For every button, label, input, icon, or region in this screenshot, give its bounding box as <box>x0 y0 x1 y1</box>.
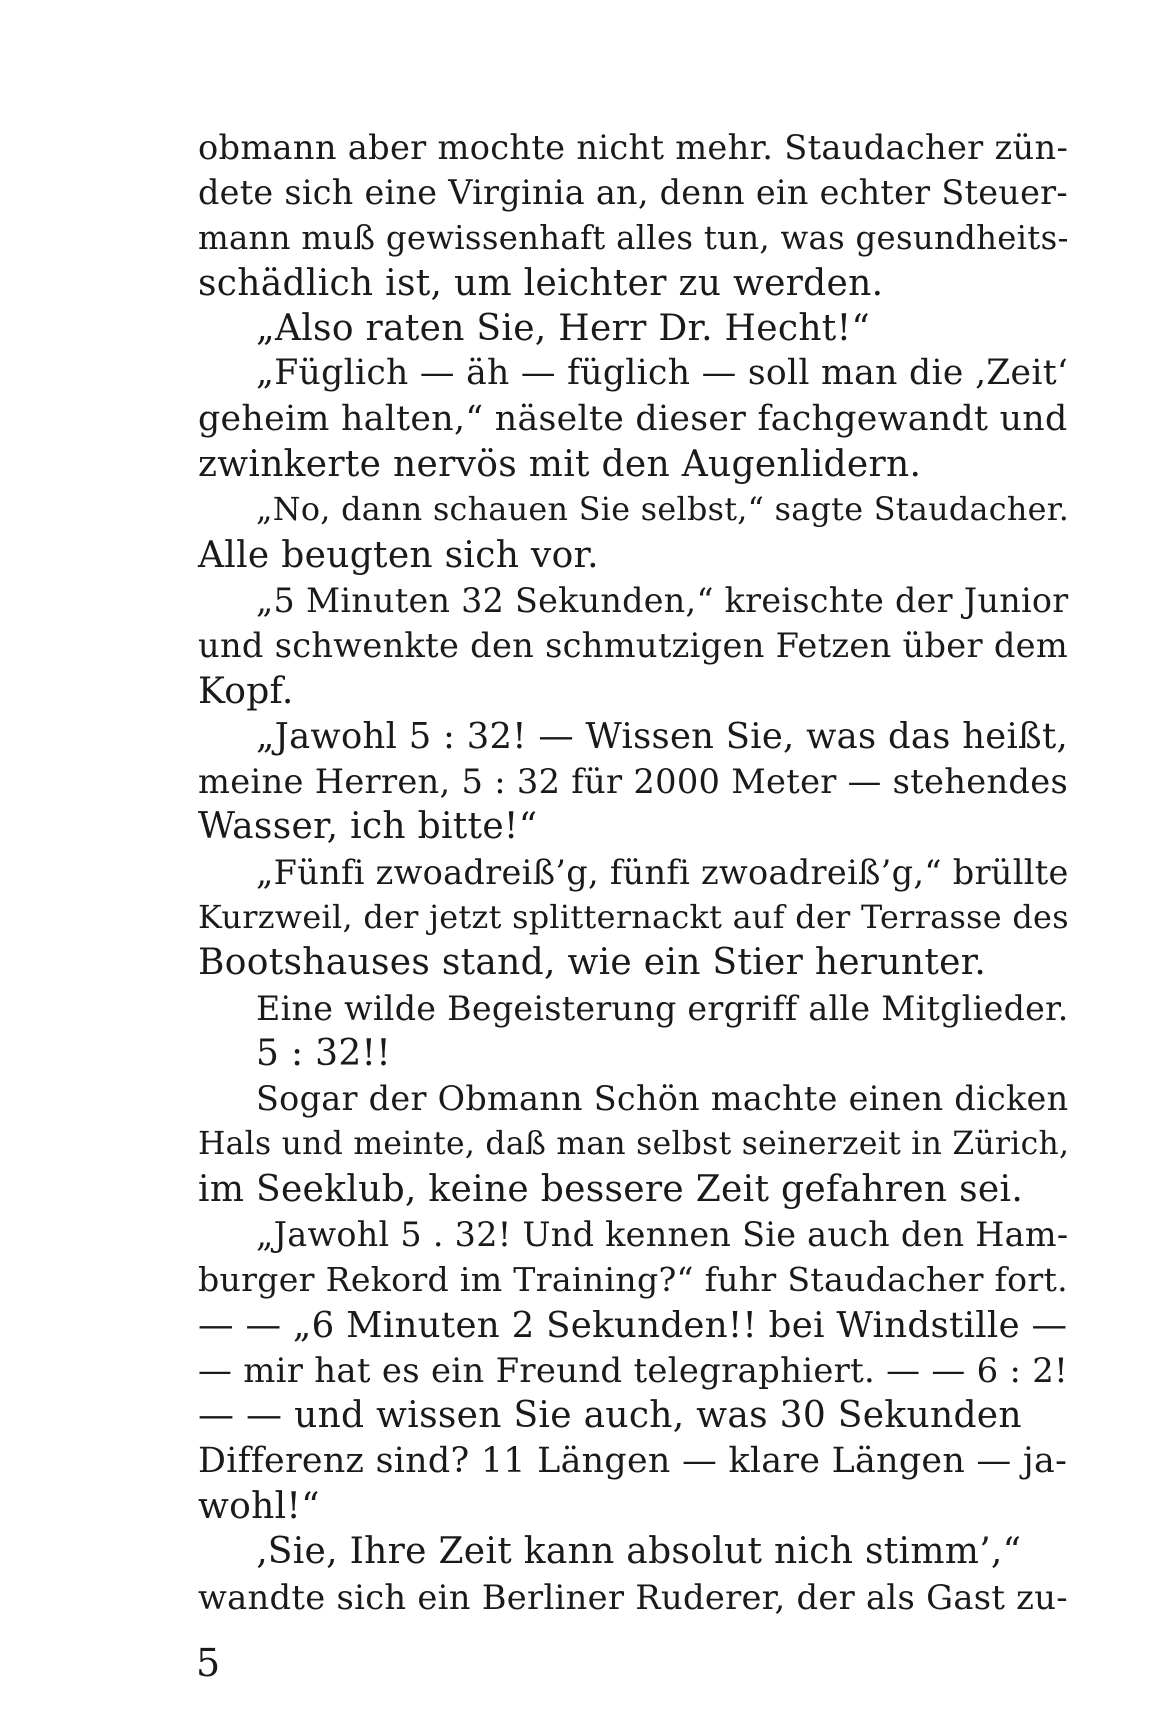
text-line: schädlich ist, um leichter zu werden. <box>198 262 884 304</box>
text-line: Wasser, ich bitte!“ <box>198 806 538 848</box>
text-line: und schwenkte den schmutzigen Fetzen über dem <box>198 626 1068 666</box>
text-line: — — „6 Minuten 2 Sekunden!! bei Windstille — <box>198 1304 1068 1346</box>
text-line: wandte sich ein Berliner Ruderer, der als Gast zu- <box>198 1577 1068 1617</box>
text-line: Kopf. <box>198 670 294 712</box>
text-line: meine Herren, 5 : 32 für 2000 Meter — stehendes <box>198 762 1069 802</box>
text-line: Sogar der Obmann Schön machte einen dicken <box>256 1079 1069 1119</box>
text-line: dete sich eine Virginia an, denn ein echter Steuer- <box>198 173 1068 213</box>
text-line: im Seeklub, keine bessere Zeit gefahren sei. <box>198 1168 1024 1210</box>
text-line: 5 : 32!! <box>256 1032 392 1074</box>
text-line: Alle beugten sich vor. <box>198 534 599 576</box>
page-number: 5 <box>196 1641 221 1685</box>
text-line: Bootshauses stand, wie ein Stier herunter. <box>198 942 987 984</box>
text-line: Hals und meinte, daß man selbst seinerzeit in Zürich, <box>198 1125 1070 1162</box>
text-line: Differenz sind? 11 Längen — klare Längen — ja- <box>198 1440 1068 1481</box>
text-line: ‚Sie, Ihre Zeit kann absolut nich stimm’,“ <box>256 1531 1022 1573</box>
body-text <box>198 125 1078 1620</box>
text-line: Eine wilde Begeisterung ergriff alle Mitglieder. <box>256 988 1069 1028</box>
text-line: „No, dann schauen Sie selbst,“ sagte Staudacher. <box>256 491 1070 529</box>
text-line: — — und wissen Sie auch, was 30 Sekunden <box>198 1395 1022 1437</box>
text-line: „Also raten Sie, Herr Dr. Hecht!“ <box>256 308 871 350</box>
text-line: wohl!“ <box>198 1485 320 1527</box>
text-line: Kurzweil, der jetzt splitternackt auf der Terrasse des <box>198 898 1069 937</box>
text-line: „Jawohl 5 : 32! — Wissen Sie, was das heißt, <box>256 715 1068 757</box>
text-line: „Jawohl 5 . 32! Und kennen Sie auch den Ham- <box>256 1215 1069 1255</box>
text-line: mann muß gewissenhaft alles tun, was gesundheits- <box>198 218 1069 257</box>
text-line: zwinkerte nervös mit den Augenlidern. <box>198 444 922 486</box>
text-line: geheim halten,“ näselte dieser fachgewandt und <box>198 398 1068 439</box>
text-line: burger Rekord im Training?“ fuhr Staudacher fort. <box>198 1260 1068 1300</box>
text-line: „Fünfi zwoadreiß’g, fünfi zwoadreiß’g,“ brüllte <box>256 852 1069 892</box>
text-line: „5 Minuten 32 Sekunden,“ kreischte der Junior <box>256 580 1069 620</box>
text-line: — mir hat es ein Freund telegraphiert. — — 6 : 2! <box>198 1351 1069 1391</box>
text-line: „Füglich — äh — füglich — soll man die ‚Zeit‘ <box>256 353 1069 394</box>
text-line: obmann aber mochte nicht mehr. Staudacher zün- <box>198 128 1069 167</box>
